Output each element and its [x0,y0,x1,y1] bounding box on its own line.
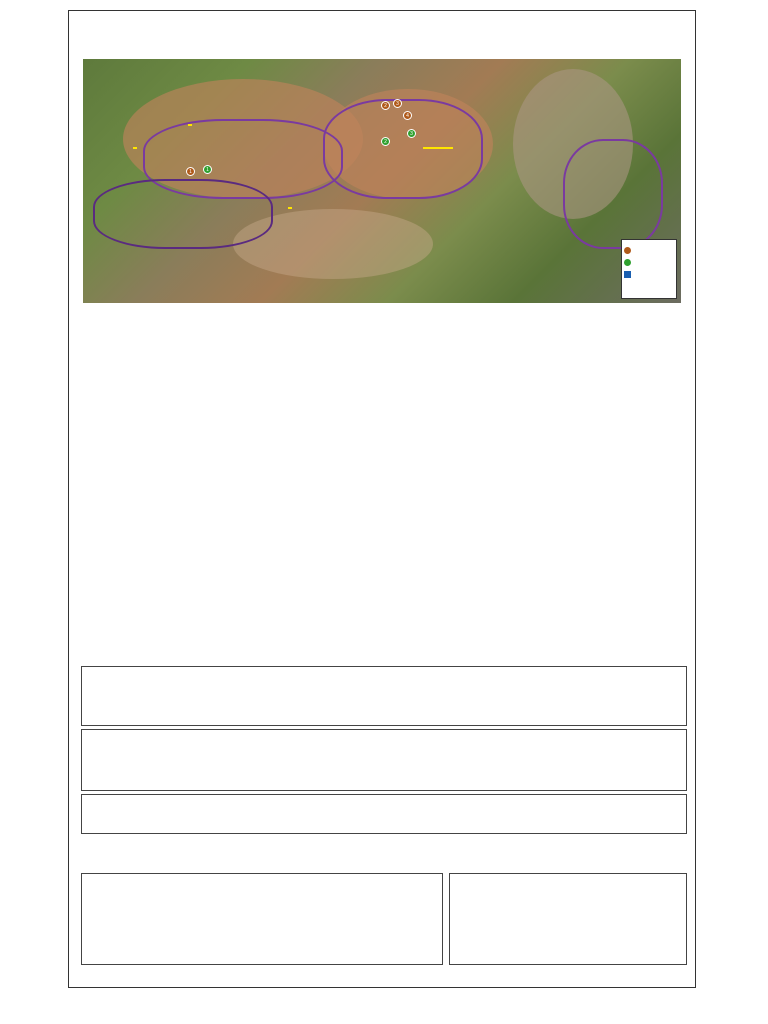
report-header [69,11,695,45]
fleet-group-1 [81,666,687,726]
fleet-ob-marker: 1 [186,167,195,176]
notes-box [449,873,687,965]
fleet-group-2 [81,729,687,791]
map-label-pit-makale-2 [288,207,292,209]
map-label-efo-rantepao [423,147,453,149]
shift-bar [69,45,695,57]
map-label-akses [188,124,192,126]
fleet-ob-marker: 2 [381,101,390,110]
fleet-ob-legend-icon [624,247,631,254]
bottom-charts [89,452,483,652]
fleet-group-3 [81,794,687,834]
map-label-pit-makale-1 [133,147,137,149]
fleet-ore-marker: 2 [381,137,390,146]
fleet-ore-marker: 3 [407,129,416,138]
fleet-ob-marker: 4 [403,111,412,120]
general-activity [81,873,443,965]
site-map [83,59,681,303]
fleet-ore-marker: 1 [203,165,212,174]
map-legend [621,239,677,299]
pondok-legend-icon [624,271,631,278]
fleet-ob-marker: 3 [393,99,402,108]
report-frame [68,10,696,988]
top-charts [89,326,483,446]
fleet-ore-legend-icon [624,259,631,266]
